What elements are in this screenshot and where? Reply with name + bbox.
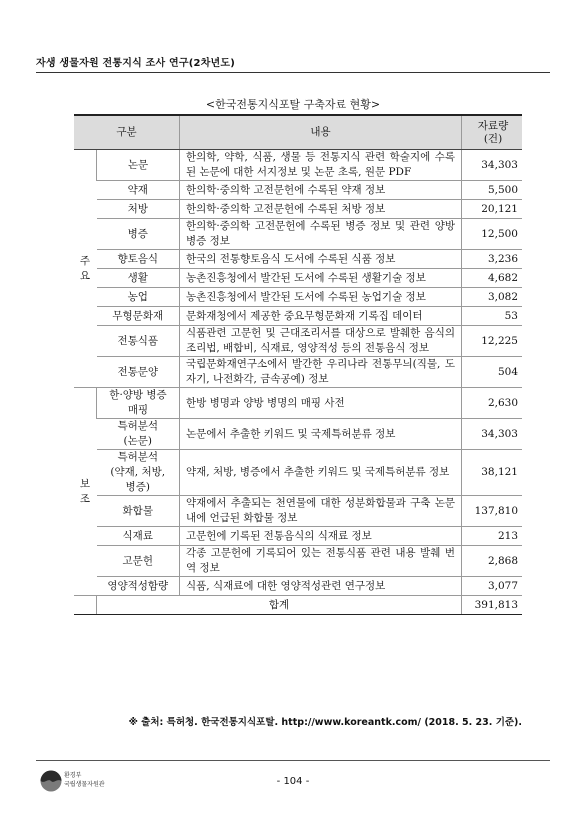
row-count: 53 <box>462 307 523 326</box>
table-body <box>74 150 522 615</box>
header-content: 내용 <box>180 115 462 150</box>
row-count: 12,225 <box>462 326 523 357</box>
row-description: 약재에서 추출되는 천연물에 대한 성분화합물과 구축 논문 내에 언급된 화합물 정보 <box>180 496 462 527</box>
row-count: 12,500 <box>462 219 523 250</box>
table-row <box>74 307 522 326</box>
total-spacer <box>74 596 97 615</box>
row-name: 한·양방 병증 매핑 <box>97 388 180 419</box>
table-row <box>74 450 522 496</box>
group-label: 주 요 <box>74 150 97 388</box>
table-row <box>74 527 522 546</box>
row-name: 논문 <box>97 150 180 181</box>
row-name: 약재 <box>97 181 180 200</box>
logo-text: 환경부 국립생물자원관 <box>64 772 105 788</box>
row-description: 식품관련 고문헌 및 근대조리서를 대상으로 발췌한 음식의 조리법, 배합비, 식재료, 영양적성 등의 전통음식 정보 <box>180 326 462 357</box>
row-count: 3,236 <box>462 250 523 269</box>
row-name: 고문헌 <box>97 546 180 577</box>
row-name: 전통문양 <box>97 357 180 388</box>
row-count: 3,077 <box>462 577 523 596</box>
row-name: 식재료 <box>97 527 180 546</box>
total-label: 합계 <box>97 596 462 615</box>
row-count: 34,303 <box>462 150 523 181</box>
row-name: 전통식품 <box>97 326 180 357</box>
table-row <box>74 496 522 527</box>
row-description: 한의학·중의학 고전문헌에 수록된 병증 정보 및 관련 양방 병증 정보 <box>180 219 462 250</box>
footer-rule <box>36 760 550 761</box>
row-name: 향토음식 <box>97 250 180 269</box>
row-description: 논문에서 추출한 키워드 및 국제특허분류 정보 <box>180 419 462 450</box>
page-number: - 104 - <box>276 776 310 787</box>
table-row <box>74 288 522 307</box>
row-name: 무형문화재 <box>97 307 180 326</box>
row-description: 한의학·중의학 고전문헌에 수록된 처방 정보 <box>180 200 462 219</box>
header-rule <box>36 72 550 73</box>
row-description: 국립문화재연구소에서 발간한 우리나라 전통무늬(직물, 도자기, 나전화각, 금속공예) 정보 <box>180 357 462 388</box>
row-count: 2,868 <box>462 546 523 577</box>
table-row <box>74 250 522 269</box>
group-label: 보 조 <box>74 388 97 596</box>
row-description: 농촌진흥청에서 발간된 도서에 수록된 생활기술 정보 <box>180 269 462 288</box>
source-note: ※ 출처: 특허청. 한국전통지식포탈. http://www.koreantk.com/ (2018. 5. 23. 기준). <box>128 717 522 728</box>
row-count: 213 <box>462 527 523 546</box>
row-name: 병증 <box>97 219 180 250</box>
table-row <box>74 219 522 250</box>
data-table <box>74 114 522 615</box>
header-category: 구분 <box>74 115 180 150</box>
row-name: 농업 <box>97 288 180 307</box>
row-count: 4,682 <box>462 269 523 288</box>
total-count: 391,813 <box>462 596 523 615</box>
row-count: 20,121 <box>462 200 523 219</box>
table-row <box>74 150 522 181</box>
row-description: 한의학, 약학, 식품, 생물 등 전통지식 관련 학술지에 수록된 논문에 대한 서지정보 및 논문 초록, 원문 PDF <box>180 150 462 181</box>
row-description: 문화재청에서 제공한 중요무형문화재 기록집 데이터 <box>180 307 462 326</box>
table-row <box>74 269 522 288</box>
row-name: 처방 <box>97 200 180 219</box>
row-count: 5,500 <box>462 181 523 200</box>
row-description: 각종 고문헌에 기록되어 있는 전통식품 관련 내용 발췌 번역 정보 <box>180 546 462 577</box>
row-name: 영양적성함량 <box>97 577 180 596</box>
row-description: 식품, 식재료에 대한 영양적성관련 연구정보 <box>180 577 462 596</box>
table-row <box>74 388 522 419</box>
row-name: 화합물 <box>97 496 180 527</box>
table-title: <한국전통지식포탈 구축자료 현황> <box>205 98 381 111</box>
header-count: 자료량 (건) <box>462 115 523 150</box>
total-row <box>74 596 522 615</box>
row-description: 약재, 처방, 병증에서 추출한 키워드 및 국제특허분류 정보 <box>180 450 462 496</box>
row-description: 고문헌에 기록된 전통음식의 식재료 정보 <box>180 527 462 546</box>
row-count: 38,121 <box>462 450 523 496</box>
table-row <box>74 546 522 577</box>
row-count: 34,303 <box>462 419 523 450</box>
table-row <box>74 419 522 450</box>
row-name: 특허분석 (논문) <box>97 419 180 450</box>
table-row <box>74 357 522 388</box>
row-name: 특허분석 (약재, 처방, 병증) <box>97 450 180 496</box>
row-description: 한국의 전통향토음식 도서에 수록된 식품 정보 <box>180 250 462 269</box>
table-row <box>74 577 522 596</box>
row-name: 생활 <box>97 269 180 288</box>
table-row <box>74 181 522 200</box>
row-description: 한의학·중의학 고전문헌에 수록된 약재 정보 <box>180 181 462 200</box>
row-count: 3,082 <box>462 288 523 307</box>
table-row <box>74 200 522 219</box>
running-header: 자생 생물자원 전통지식 조사 연구(2차년도) <box>36 58 236 69</box>
table-row <box>74 326 522 357</box>
row-count: 504 <box>462 357 523 388</box>
row-description: 한방 병명과 양방 병명의 매핑 사전 <box>180 388 462 419</box>
row-count: 137,810 <box>462 496 523 527</box>
row-count: 2,630 <box>462 388 523 419</box>
row-description: 농촌진흥청에서 발간된 도서에 수록된 농업기술 정보 <box>180 288 462 307</box>
table-header-row <box>74 115 522 150</box>
